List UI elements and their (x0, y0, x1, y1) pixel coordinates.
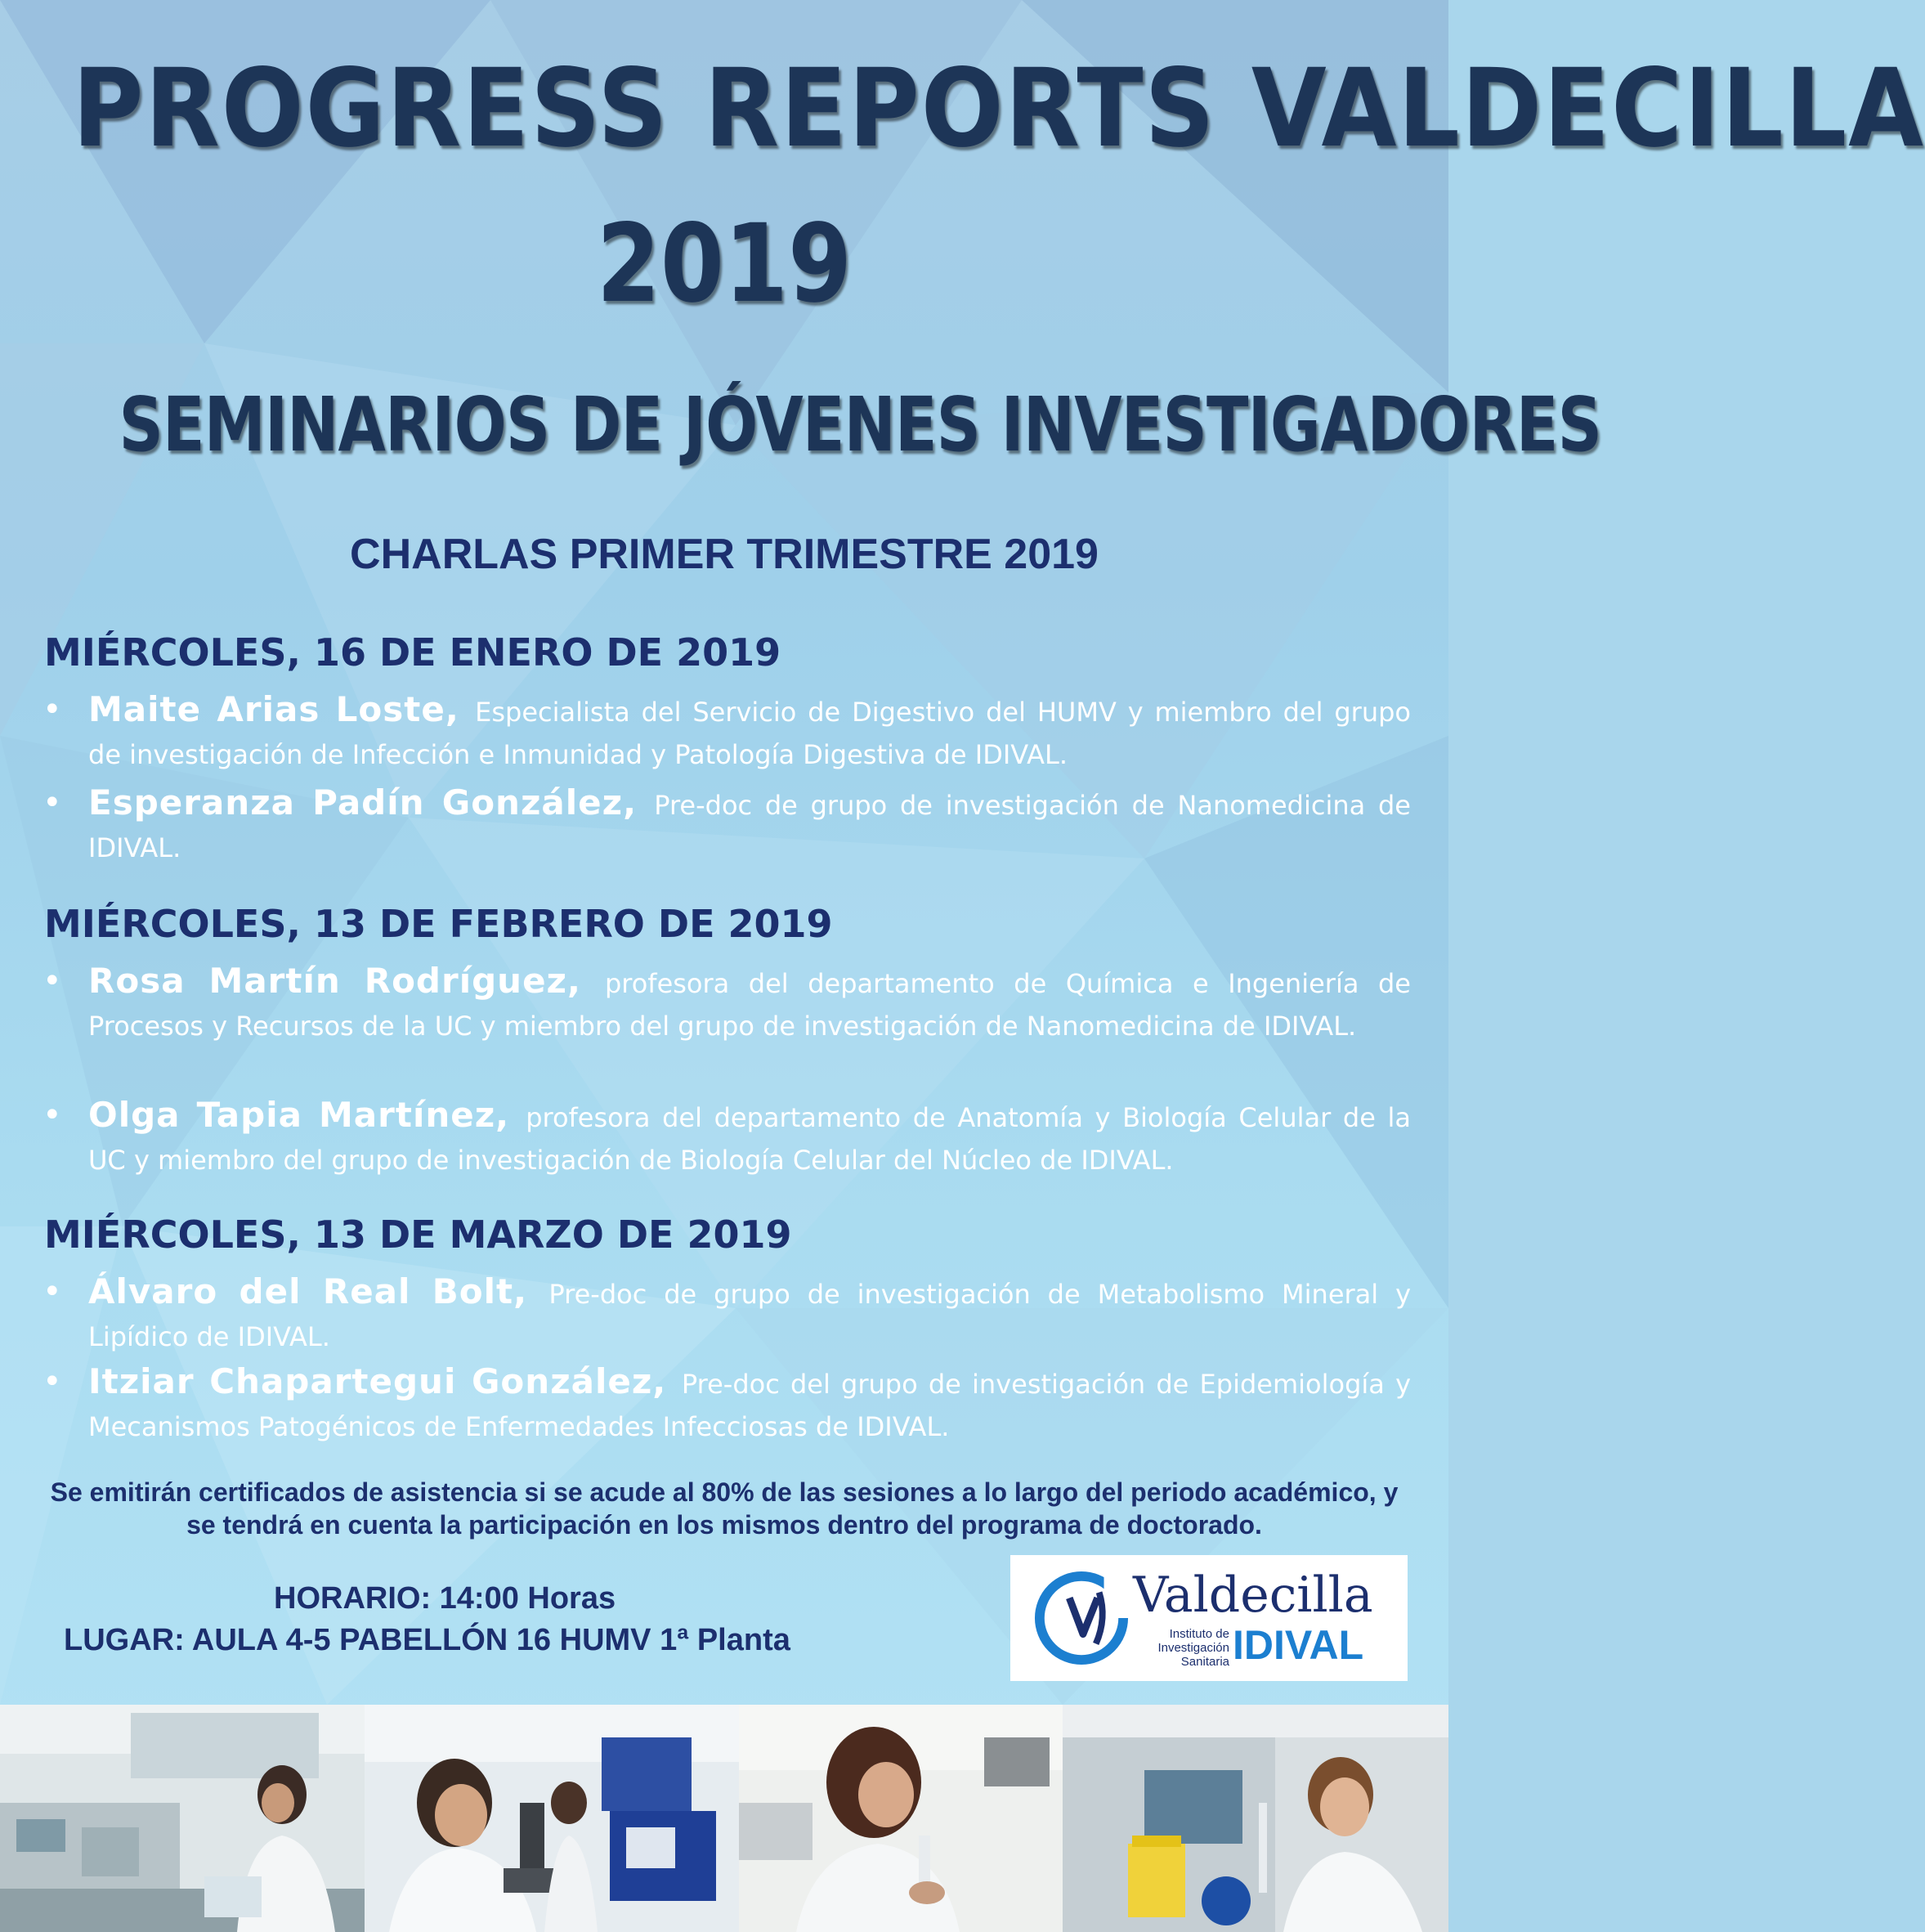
speaker-description: profesora del departamento de Anatomía y Biología Celular de la UC y miembro del grupo de investigación de Biología Celular del Núcleo de IDIVAL. (88, 1102, 1411, 1176)
main-title: PROGRESS REPORTS VALDECILLA (72, 46, 1925, 172)
logo-subtext (1139, 1627, 1229, 1669)
photo-strip (0, 1705, 1448, 1932)
lab-scientist-photo (0, 1705, 365, 1932)
valdecilla-logo-icon (1033, 1570, 1130, 1666)
bullet-icon: • (43, 962, 62, 1000)
logo-brand-text: Valdecilla (1133, 1567, 1373, 1624)
bullet-icon: • (43, 784, 62, 822)
speaker-description: profesora del departamento de Química e Ingeniería de Procesos y Recursos de la UC y miembro del grupo de investigación de Nanomedicina de IDIVAL. (88, 968, 1411, 1042)
session-date: MIÉRCOLES, 13 DE MARZO DE 2019 (44, 1213, 792, 1257)
subtitle: SEMINARIOS DE JÓVENES INVESTIGADORES (119, 381, 1602, 468)
speaker-name: Álvaro del Real Bolt, (88, 1271, 549, 1311)
bullet-icon: • (43, 1363, 62, 1401)
logo-subtext-line: Sanitaria (1180, 1655, 1229, 1669)
logo-subtext-line: Instituto de (1169, 1627, 1229, 1641)
speaker-description: Pre-doc de grupo de investigación de Nanomedicina de IDIVAL. (88, 790, 1411, 863)
bullet-icon: • (43, 1273, 62, 1311)
speaker-item (43, 1271, 1411, 1358)
speaker-description: Especialista del Servicio de Digestivo del HUMV y miembro del grupo de investigación de Infección e Inmunidad y Patología Digestiva de IDIVAL. (88, 697, 1412, 770)
speaker-item (43, 1360, 1412, 1448)
biosafety-cabinet-photo (1063, 1705, 1448, 1932)
speaker-name: Itziar Chapartegui González, (88, 1361, 682, 1401)
speaker-name: Maite Arias Loste, (88, 689, 476, 729)
speaker-item (43, 960, 1411, 1047)
venue-location: LUGAR: AULA 4-5 PABELLÓN 16 HUMV 1ª Planta (64, 1623, 790, 1657)
speaker-name: Olga Tapia Martínez, (88, 1095, 526, 1135)
speaker-description: Pre-doc de grupo de investigación de Metabolismo Mineral y Lipídico de IDIVAL. (88, 1279, 1411, 1352)
logo-subtext-line: Investigación (1157, 1641, 1229, 1655)
speaker-item (43, 1094, 1411, 1181)
logo-idival-text: IDIVAL (1233, 1622, 1364, 1668)
bullet-icon: • (43, 691, 62, 728)
speaker-description: Pre-doc del grupo de investigación de Epidemiología y Mecanismos Patogénicos de Enfermedades Infecciosas de IDIVAL. (88, 1369, 1412, 1442)
speaker-name: Esperanza Padín González, (88, 782, 655, 823)
speaker-item (43, 688, 1412, 776)
speaker-item (43, 782, 1411, 869)
speaker-name: Rosa Martín Rodríguez, (88, 961, 605, 1001)
microscope-researcher-photo (365, 1705, 739, 1932)
bullet-icon: • (43, 1096, 62, 1134)
schedule-time: HORARIO: 14:00 Horas (274, 1581, 616, 1616)
pipette-researcher-photo (739, 1705, 1063, 1932)
certificate-note: Se emitirán certificados de asistencia si se acude al 80% de las sesiones a lo largo del periodo académico, y se tendrá en cuenta la participación en los mismos dentro del programa de doctorado. (50, 1477, 1399, 1540)
valdecilla-idival-logo (1010, 1555, 1408, 1681)
session-date: MIÉRCOLES, 13 DE FEBRERO DE 2019 (44, 902, 833, 946)
session-date: MIÉRCOLES, 16 DE ENERO DE 2019 (44, 630, 781, 675)
main-title-year: 2019 (596, 201, 853, 327)
section-heading: CHARLAS PRIMER TRIMESTRE 2019 (350, 531, 1099, 578)
